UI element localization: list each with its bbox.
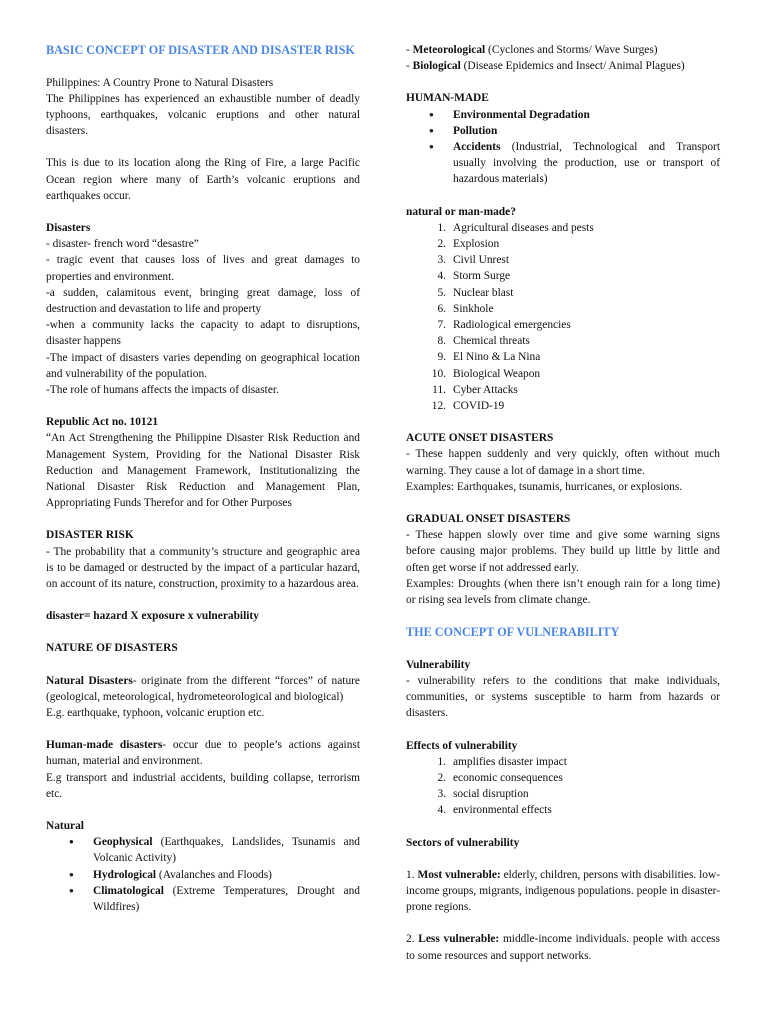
- list-number: 3.: [437, 254, 446, 267]
- list-item-term: Climatological: [93, 884, 164, 897]
- list-item: [406, 236, 720, 252]
- list-item-text: Civil Unrest: [453, 254, 510, 267]
- line-prefix: -: [406, 60, 413, 73]
- document-title: BASIC CONCEPT OF DISASTER AND DISASTER RISK: [46, 43, 355, 57]
- right-column: [406, 42, 720, 964]
- natural-list-heading: Natural: [46, 820, 84, 833]
- sectors-heading: Sectors of vulnerability: [406, 836, 520, 849]
- list-item-desc: (Earthquakes, Landslides, Tsunamis and Volcanic Activity): [93, 836, 360, 865]
- sector-less-vulnerable: [406, 931, 720, 963]
- natural-disasters-definition: [46, 673, 360, 705]
- natural-disasters-example: E.g. earthquake, typhoon, volcanic eruption etc.: [46, 707, 265, 719]
- list-item: [406, 252, 720, 268]
- sector-desc: elderly, children, persons with disabilities. low-income groups, migrants, indigenous populations. people in disaster-prone regions.: [406, 868, 721, 914]
- list-number: 11.: [432, 383, 446, 396]
- list-item: [46, 867, 360, 883]
- human-made-term: Human-made disasters: [46, 739, 163, 752]
- list-item-desc: (Industrial, Technological and Transport usually involving the production, use or transport of hazardous materials): [453, 141, 720, 186]
- natural-disasters-term: Natural Disasters: [46, 674, 133, 687]
- list-item: [406, 107, 720, 123]
- list-item: [406, 398, 720, 414]
- list-item-text: El Nino & La Nina: [453, 351, 541, 364]
- line-term: Biological: [412, 60, 461, 73]
- acute-text: - These happen suddenly and very quickly, often without much warning. They cause a lot of damage in a short time.: [406, 448, 720, 477]
- intro-heading: Philippines: A Country Prone to Natural Disasters: [46, 76, 274, 89]
- sector-desc: middle-income individuals. people with access to some resources and support networks.: [406, 933, 720, 962]
- list-item: [406, 301, 720, 317]
- acute-examples: Examples: Earthquakes, tsunamis, hurricanes, or explosions.: [406, 480, 683, 493]
- list-number: 5.: [437, 286, 446, 299]
- line-desc: (Disease Epidemics and Insect/ Animal Plagues): [460, 60, 685, 73]
- list-item: [406, 285, 720, 301]
- line-desc: (Cyclones and Storms/ Wave Surges): [485, 44, 658, 56]
- left-column: [46, 42, 360, 915]
- list-item: [406, 754, 720, 770]
- human-made-heading: HUMAN-MADE: [406, 92, 489, 105]
- effects-heading: Effects of vulnerability: [406, 739, 518, 752]
- sector-term: Less vulnerable:: [418, 933, 500, 946]
- continued-line: [406, 42, 720, 58]
- list-item-term: Hydrological: [93, 868, 157, 881]
- republic-act-text: “An Act Strengthening the Philippine Disaster Risk Reduction and Management System, Providing for the National Disaster Risk Reduction and Management Framework, Institutionalizing the National Disaster Risk Reduction and Management Plan, Appropriating Funds Therefor and for Other Purposes: [46, 432, 360, 510]
- list-number: 9.: [437, 351, 446, 364]
- list-item-text: Cyber Attacks: [453, 383, 518, 396]
- list-item-text: COVID-19: [453, 400, 505, 413]
- list-item-text: Radiological emergencies: [453, 319, 571, 332]
- list-item-text: Storm Surge: [453, 270, 511, 283]
- republic-act-heading: Republic Act no. 10121: [46, 416, 159, 429]
- gradual-heading: GRADUAL ONSET DISASTERS: [406, 513, 571, 526]
- list-item-text: Chemical threats: [453, 335, 530, 348]
- list-number: 4.: [437, 270, 446, 283]
- list-item-term: Accidents: [453, 141, 501, 154]
- disaster-formula: disaster= hazard X exposure x vulnerability: [46, 610, 259, 623]
- list-item-text: Explosion: [453, 238, 500, 251]
- line-term: Meteorological: [412, 44, 486, 56]
- line-prefix: -: [406, 44, 413, 56]
- gradual-text: - These happen slowly over time and give some warning signs before causing major problems. They build up little by little and often get worse if not addressed early.: [406, 529, 720, 574]
- human-made-definition: [46, 737, 360, 769]
- disaster-risk-text: - The probability that a community’s structure and geographic area is to be damaged or destructed by the impact of a particular hazard, on account of its nature, construction, proximity to a hazardous area.: [46, 545, 360, 590]
- continued-line: [406, 58, 720, 74]
- list-item: [406, 786, 720, 802]
- sector-number: 2.: [406, 933, 419, 946]
- list-item-desc: (Extreme Temperatures, Drought and Wildfires): [93, 884, 360, 914]
- list-item: [46, 834, 360, 866]
- list-item-text: amplifies disaster impact: [453, 755, 567, 768]
- sector-number: 1.: [406, 868, 418, 881]
- acute-heading: ACUTE ONSET DISASTERS: [406, 432, 554, 445]
- list-item-term: Environmental Degradation: [453, 108, 590, 121]
- list-number: 6.: [437, 302, 446, 315]
- list-item: [406, 220, 720, 236]
- list-item-term: Pollution: [453, 124, 498, 137]
- intro-paragraph-2: This is due to its location along the Ring of Fire, a large Pacific Ocean region where many of Earth’s volcanic eruptions and earthquakes occur.: [46, 157, 360, 202]
- human-made-desc: - occur due to people’s actions against human, material and environment.: [46, 739, 361, 768]
- list-item: [406, 317, 720, 333]
- list-number: 10.: [431, 367, 446, 380]
- list-item: [406, 123, 720, 139]
- list-item-text: Agricultural diseases and pests: [453, 221, 594, 234]
- list-item: [46, 883, 360, 915]
- list-number: 3.: [437, 788, 446, 801]
- disasters-line: - tragic event that causes loss of lives and great damages to properties and environment.: [46, 254, 360, 283]
- human-made-list: [406, 107, 720, 188]
- list-item: [406, 139, 720, 188]
- sector-most-vulnerable: [406, 867, 720, 916]
- disasters-heading: Disasters: [46, 221, 91, 234]
- disaster-risk-heading: DISASTER RISK: [46, 529, 134, 542]
- list-item: [406, 366, 720, 382]
- list-number: 1.: [437, 755, 446, 768]
- vulnerability-heading: Vulnerability: [406, 658, 471, 671]
- intro-paragraph-1: The Philippines has experienced an exhaustible number of deadly typhoons, earthquakes, volcanic eruptions and other natural disasters.: [46, 92, 360, 138]
- disasters-line: -when a community lacks the capacity to adapt to disruptions, disaster happens: [46, 319, 360, 348]
- list-item-text: Sinkhole: [453, 302, 494, 315]
- list-item: [406, 333, 720, 349]
- list-item: [406, 268, 720, 284]
- list-item-text: social disruption: [453, 788, 529, 801]
- list-item-term: Geophysical: [93, 836, 153, 849]
- list-item: [406, 349, 720, 365]
- list-number: 12.: [431, 400, 446, 413]
- list-item-text: Nuclear blast: [453, 286, 514, 299]
- list-item-text: environmental effects: [453, 804, 552, 817]
- vulnerability-text: - vulnerability refers to the conditions that make individuals, communities, or systems susceptible to harm from hazards or disasters.: [406, 675, 720, 720]
- either-heading: natural or man-made?: [406, 205, 516, 218]
- list-item: [406, 770, 720, 786]
- disasters-line: -The impact of disasters varies depending on geographical location and vulnerability of the population.: [46, 351, 360, 380]
- list-number: 4.: [437, 804, 446, 817]
- list-item-text: economic consequences: [453, 772, 563, 785]
- list-number: 8.: [437, 335, 446, 348]
- effects-list: [406, 754, 720, 819]
- sector-term: Most vulnerable:: [417, 868, 501, 881]
- list-item: [406, 382, 720, 398]
- disasters-line: - disaster- french word “desastre”: [46, 238, 199, 251]
- either-list: [406, 220, 720, 414]
- gradual-examples: Examples: Droughts (when there isn’t enough rain for a long time) or rising sea levels from climate change.: [406, 577, 720, 607]
- natural-list: [46, 834, 360, 915]
- disasters-line: -The role of humans affects the impacts of disaster.: [46, 383, 279, 396]
- list-item-desc: (Avalanches and Floods): [156, 868, 272, 881]
- nature-heading: NATURE OF DISASTERS: [46, 642, 178, 655]
- list-number: 2.: [437, 772, 446, 785]
- disasters-line: -a sudden, calamitous event, bringing great damage, loss of destruction and devastation to life and property: [46, 286, 360, 315]
- natural-disasters-desc: - originate from the different “forces” of nature (geological, meteorological, hydrometeorological and biological): [46, 674, 360, 703]
- list-item-text: Biological Weapon: [453, 367, 541, 380]
- list-number: 2.: [437, 238, 446, 251]
- list-item: [406, 802, 720, 818]
- human-made-example: E.g transport and industrial accidents, building collapse, terrorism etc.: [46, 771, 360, 800]
- list-number: 7.: [437, 319, 446, 332]
- vulnerability-title: THE CONCEPT OF VULNERABILITY: [406, 625, 620, 640]
- list-number: 1.: [437, 221, 446, 234]
